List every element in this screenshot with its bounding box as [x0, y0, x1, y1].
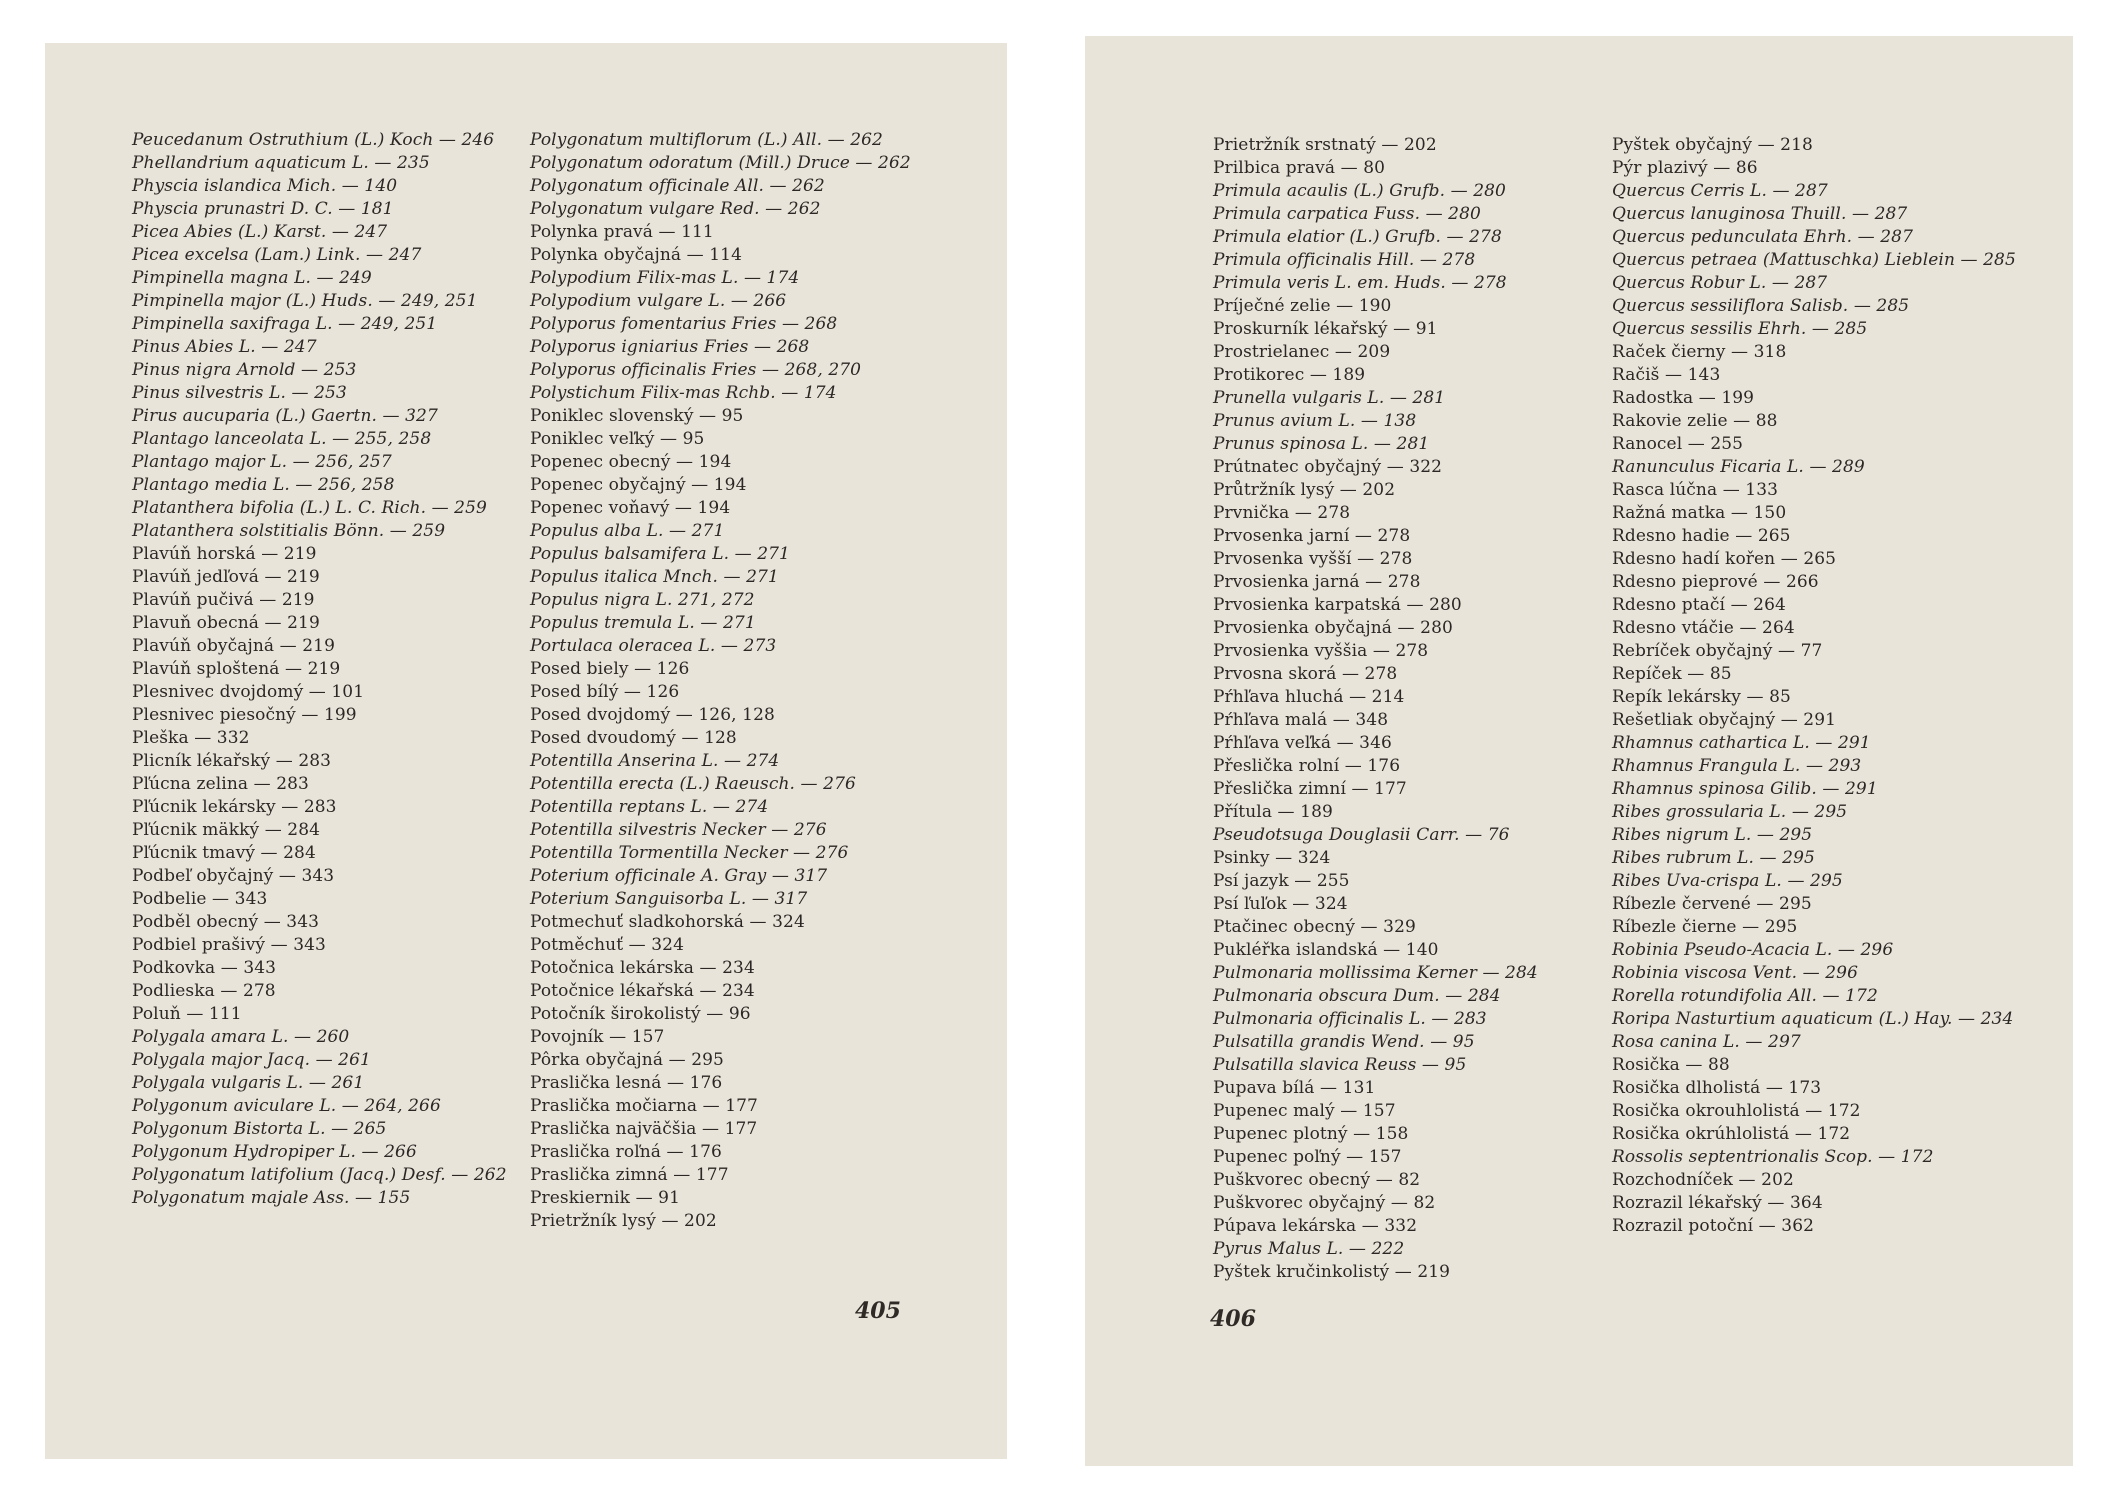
left-page-column-2 — [530, 129, 920, 1233]
index-entry: Pulmonaria mollissima Kerner — 284 — [1213, 963, 1538, 983]
index-entry: Prostrielanec — 209 — [1213, 342, 1391, 362]
index-entry: Pľúcnik mäkký — 284 — [132, 820, 321, 840]
index-entry: Prvosienka obyčajná — 280 — [1213, 618, 1453, 638]
index-entry: Plavúň horská — 219 — [132, 544, 317, 564]
index-entry: Pupenec poľný — 157 — [1213, 1147, 1402, 1167]
index-entry: Psinky — 324 — [1213, 848, 1331, 868]
index-entry: Polystichum Filix-mas Rchb. — 174 — [530, 383, 837, 403]
index-entry: Přeslička zimní — 177 — [1213, 779, 1407, 799]
index-entry: Prunus spinosa L. — 281 — [1213, 434, 1430, 454]
index-entry: Pľúcnik lekársky — 283 — [132, 797, 337, 817]
index-entry: Pupava bílá — 131 — [1213, 1078, 1376, 1098]
index-entry: Rdesno ptačí — 264 — [1612, 595, 1786, 615]
index-entry: Robinia viscosa Vent. — 296 — [1612, 963, 1858, 983]
index-entry: Picea excelsa (Lam.) Link. — 247 — [132, 245, 422, 265]
index-entry: Potměchuť — 324 — [530, 935, 685, 955]
index-entry: Rebríček obyčajný — 77 — [1612, 641, 1823, 661]
index-entry: Puškvorec obyčajný — 82 — [1213, 1193, 1436, 1213]
index-entry: Proskurník lékařský — 91 — [1213, 319, 1438, 339]
index-entry: Polyporus officinalis Fries — 268, 270 — [530, 360, 862, 380]
index-entry: Rešetliak obyčajný — 291 — [1612, 710, 1837, 730]
index-entry: Praslička zimná — 177 — [530, 1165, 729, 1185]
index-entry: Popenec obyčajný — 194 — [530, 475, 747, 495]
page-number-right: 406 — [1210, 1306, 1256, 1332]
index-entry: Polygonatum multiflorum (L.) All. — 262 — [530, 130, 883, 150]
index-entry: Prvosienka karpatská — 280 — [1213, 595, 1462, 615]
index-entry: Ranocel — 255 — [1612, 434, 1744, 454]
index-entry: Primula elatior (L.) Grufb. — 278 — [1213, 227, 1502, 247]
index-entry: Quercus sessilis Ehrh. — 285 — [1612, 319, 1868, 339]
index-entry: Platanthera bifolia (L.) L. C. Rich. — 259 — [132, 498, 487, 518]
index-entry: Peucedanum Ostruthium (L.) Koch — 246 — [132, 130, 495, 150]
index-entry: Plantago lanceolata L. — 255, 258 — [132, 429, 432, 449]
index-entry: Pŕhľava veľká — 346 — [1213, 733, 1392, 753]
index-entry: Poniklec veľký — 95 — [530, 429, 705, 449]
left-page-column-1 — [132, 129, 512, 1210]
index-entry: Polypodium Filix-mas L. — 174 — [530, 268, 800, 288]
page-number-left: 405 — [855, 1298, 901, 1324]
index-entry: Polygonatum officinale All. — 262 — [530, 176, 825, 196]
index-entry: Poterium Sanguisorba L. — 317 — [530, 889, 808, 909]
index-entry: Plavúň jedľová — 219 — [132, 567, 320, 587]
index-entry: Přítula — 189 — [1213, 802, 1333, 822]
index-entry: Rhamnus cathartica L. — 291 — [1612, 733, 1871, 753]
index-entry: Pulsatilla slavica Reuss — 95 — [1213, 1055, 1467, 1075]
index-entry: Polynka obyčajná — 114 — [530, 245, 743, 265]
index-entry: Polygala vulgaris L. — 261 — [132, 1073, 365, 1093]
index-entry: Plavúň obyčajná — 219 — [132, 636, 336, 656]
right-page-column-2 — [1612, 134, 2022, 1238]
index-entry: Rozchodníček — 202 — [1612, 1170, 1794, 1190]
index-entry: Pirus aucuparia (L.) Gaertn. — 327 — [132, 406, 438, 426]
index-entry: Potmechuť sladkohorská — 324 — [530, 912, 805, 932]
index-entry: Pukléřka islandská — 140 — [1213, 940, 1439, 960]
index-entry: Pinus nigra Arnold — 253 — [132, 360, 357, 380]
right-page — [1085, 36, 2073, 1466]
index-entry: Primula carpatica Fuss. — 280 — [1213, 204, 1481, 224]
index-entry: Polygonatum majale Ass. — 155 — [132, 1188, 411, 1208]
index-entry: Prietržník srstnatý — 202 — [1213, 135, 1437, 155]
index-entry: Physcia prunastri D. C. — 181 — [132, 199, 394, 219]
index-entry: Picea Abies (L.) Karst. — 247 — [132, 222, 388, 242]
index-entry: Plicník lékařský — 283 — [132, 751, 332, 771]
index-entry: Populus balsamifera L. — 271 — [530, 544, 790, 564]
index-entry: Pimpinella major (L.) Huds. — 249, 251 — [132, 291, 478, 311]
index-entry: Polynka pravá — 111 — [530, 222, 714, 242]
index-entry: Radostka — 199 — [1612, 388, 1755, 408]
index-entry: Podbeľ obyčajný — 343 — [132, 866, 335, 886]
index-entry: Plantago major L. — 256, 257 — [132, 452, 392, 472]
index-entry: Quercus Cerris L. — 287 — [1612, 181, 1828, 201]
left-page — [45, 43, 1007, 1459]
index-entry: Rossolis septentrionalis Scop. — 172 — [1612, 1147, 1934, 1167]
index-entry: Pseudotsuga Douglasii Carr. — 76 — [1213, 825, 1510, 845]
index-entry: Potočnice lékařská — 234 — [530, 981, 755, 1001]
index-entry: Quercus lanuginosa Thuill. — 287 — [1612, 204, 1908, 224]
index-entry: Prvosienka jarná — 278 — [1213, 572, 1421, 592]
index-entry: Plavúň sploštená — 219 — [132, 659, 341, 679]
index-entry: Rosička dlholistá — 173 — [1612, 1078, 1822, 1098]
index-entry: Príječné zelie — 190 — [1213, 296, 1392, 316]
index-entry: Prunus avium L. — 138 — [1213, 411, 1417, 431]
index-entry: Ribes grossularia L. — 295 — [1612, 802, 1848, 822]
index-entry: Podbelie — 343 — [132, 889, 268, 909]
index-entry: Ríbezle čierne — 295 — [1612, 917, 1798, 937]
index-entry: Pupenec malý — 157 — [1213, 1101, 1396, 1121]
index-entry: Poluň — 111 — [132, 1004, 242, 1024]
index-entry: Quercus pedunculata Ehrh. — 287 — [1612, 227, 1913, 247]
index-entry: Polygonum aviculare L. — 264, 266 — [132, 1096, 441, 1116]
index-entry: Plesnivec piesočný — 199 — [132, 705, 357, 725]
index-entry: Ptačinec obecný — 329 — [1213, 917, 1416, 937]
index-entry: Praslička lesná — 176 — [530, 1073, 723, 1093]
index-entry: Pinus Abies L. — 247 — [132, 337, 317, 357]
index-entry: Polygonum Hydropiper L. — 266 — [132, 1142, 417, 1162]
index-entry: Přeslička rolní — 176 — [1213, 756, 1401, 776]
index-entry: Posed bílý — 126 — [530, 682, 680, 702]
index-entry: Repík lekársky — 85 — [1612, 687, 1791, 707]
index-entry: Populus nigra L. 271, 272 — [530, 590, 755, 610]
index-entry: Primula officinalis Hill. — 278 — [1213, 250, 1476, 270]
index-entry: Quercus sessiliflora Salisb. — 285 — [1612, 296, 1910, 316]
index-entry: Posed dvojdomý — 126, 128 — [530, 705, 775, 725]
index-entry: Populus alba L. — 271 — [530, 521, 725, 541]
index-entry: Praslička najväčšia — 177 — [530, 1119, 758, 1139]
index-entry: Potentilla erecta (L.) Raeusch. — 276 — [530, 774, 856, 794]
index-entry: Pulsatilla grandis Wend. — 95 — [1213, 1032, 1475, 1052]
index-entry: Prútnatec obyčajný — 322 — [1213, 457, 1443, 477]
index-entry: Phellandrium aquaticum L. — 235 — [132, 153, 430, 173]
index-entry: Pľúcna zelina — 283 — [132, 774, 309, 794]
index-entry: Physcia islandica Mich. — 140 — [132, 176, 398, 196]
index-entry: Prunella vulgaris L. — 281 — [1213, 388, 1446, 408]
index-entry: Rorella rotundifolia All. — 172 — [1612, 986, 1878, 1006]
index-entry: Prvnička — 278 — [1213, 503, 1351, 523]
index-entry: Pŕhľava malá — 348 — [1213, 710, 1389, 730]
index-entry: Pyrus Malus L. — 222 — [1213, 1239, 1405, 1259]
index-entry: Rdesno hadie — 265 — [1612, 526, 1791, 546]
index-entry: Rasca lúčna — 133 — [1612, 480, 1779, 500]
index-entry: Račiš — 143 — [1612, 365, 1721, 385]
index-entry: Podbiel prašivý — 343 — [132, 935, 326, 955]
index-entry: Plavúň pučivá — 219 — [132, 590, 315, 610]
index-entry: Pôrka obyčajná — 295 — [530, 1050, 724, 1070]
index-entry: Popenec voňavý — 194 — [530, 498, 731, 518]
index-entry: Rhamnus spinosa Gilib. — 291 — [1612, 779, 1878, 799]
index-entry: Ribes rubrum L. — 295 — [1612, 848, 1815, 868]
index-entry: Pľúcnik tmavý — 284 — [132, 843, 316, 863]
index-entry: Pinus silvestris L. — 253 — [132, 383, 347, 403]
index-entry: Platanthera solstitialis Bönn. — 259 — [132, 521, 446, 541]
index-entry: Psí jazyk — 255 — [1213, 871, 1350, 891]
index-entry: Potočník širokolistý — 96 — [530, 1004, 751, 1024]
index-entry: Pleška — 332 — [132, 728, 250, 748]
index-entry: Pýr plazivý — 86 — [1612, 158, 1758, 178]
index-entry: Rdesno pieprové — 266 — [1612, 572, 1819, 592]
index-entry: Rosička okrúhlolistá — 172 — [1612, 1124, 1851, 1144]
index-entry: Pulmonaria officinalis L. — 283 — [1213, 1009, 1487, 1029]
index-entry: Preskiernik — 91 — [530, 1188, 681, 1208]
index-entry: Povojník — 157 — [530, 1027, 665, 1047]
index-entry: Púpava lekárska — 332 — [1213, 1216, 1418, 1236]
index-entry: Plantago media L. — 256, 258 — [132, 475, 395, 495]
index-entry: Polygala amara L. — 260 — [132, 1027, 350, 1047]
index-entry: Poniklec slovenský — 95 — [530, 406, 744, 426]
index-entry: Prvosna skorá — 278 — [1213, 664, 1398, 684]
index-entry: Polygala major Jacq. — 261 — [132, 1050, 371, 1070]
index-entry: Prvosienka vyššia — 278 — [1213, 641, 1429, 661]
index-entry: Quercus petraea (Mattuschka) Lieblein — 285 — [1612, 250, 2016, 270]
index-entry: Posed biely — 126 — [530, 659, 690, 679]
index-entry: Protikorec — 189 — [1213, 365, 1366, 385]
index-entry: Posed dvoudomý — 128 — [530, 728, 737, 748]
index-entry: Polygonatum odoratum (Mill.) Druce — 262 — [530, 153, 911, 173]
index-entry: Pulmonaria obscura Dum. — 284 — [1213, 986, 1501, 1006]
index-entry: Roripa Nasturtium aquaticum (L.) Hay. — 234 — [1612, 1009, 2014, 1029]
index-entry: Podběl obecný — 343 — [132, 912, 320, 932]
index-entry: Rosička okrouhlolistá — 172 — [1612, 1101, 1861, 1121]
index-entry: Prvosenka jarní — 278 — [1213, 526, 1411, 546]
index-entry: Prvosenka vyšší — 278 — [1213, 549, 1413, 569]
index-entry: Podkovka — 343 — [132, 958, 277, 978]
index-entry: Rakovie zelie — 88 — [1612, 411, 1778, 431]
index-entry: Prietržník lysý — 202 — [530, 1211, 717, 1231]
index-entry: Ríbezle červené — 295 — [1612, 894, 1812, 914]
index-entry: Psí ľuľok — 324 — [1213, 894, 1348, 914]
index-entry: Polyporus fomentarius Fries — 268 — [530, 314, 838, 334]
index-entry: Polygonum Bistorta L. — 265 — [132, 1119, 387, 1139]
index-entry: Rosička — 88 — [1612, 1055, 1730, 1075]
index-entry: Rdesno hadí kořen — 265 — [1612, 549, 1837, 569]
index-entry: Potentilla silvestris Necker — 276 — [530, 820, 827, 840]
index-entry: Pimpinella saxifraga L. — 249, 251 — [132, 314, 438, 334]
index-entry: Rozrazil potoční — 362 — [1612, 1216, 1815, 1236]
index-entry: Populus italica Mnch. — 271 — [530, 567, 779, 587]
index-entry: Pŕhľava hluchá — 214 — [1213, 687, 1405, 707]
index-entry: Primula acaulis (L.) Grufb. — 280 — [1213, 181, 1506, 201]
index-entry: Rozrazil lékařský — 364 — [1612, 1193, 1823, 1213]
index-entry: Potentilla Tormentilla Necker — 276 — [530, 843, 849, 863]
index-entry: Populus tremula L. — 271 — [530, 613, 756, 633]
index-entry: Repíček — 85 — [1612, 664, 1732, 684]
index-entry: Polygonatum vulgare Red. — 262 — [530, 199, 821, 219]
index-entry: Potentilla reptans L. — 274 — [530, 797, 769, 817]
index-entry: Quercus Robur L. — 287 — [1612, 273, 1828, 293]
index-entry: Pupenec plotný — 158 — [1213, 1124, 1409, 1144]
index-entry: Pimpinella magna L. — 249 — [132, 268, 372, 288]
index-entry: Poterium officinale A. Gray — 317 — [530, 866, 828, 886]
index-entry: Průtržník lysý — 202 — [1213, 480, 1396, 500]
index-entry: Puškvorec obecný — 82 — [1213, 1170, 1421, 1190]
index-entry: Pyštek obyčajný — 218 — [1612, 135, 1813, 155]
index-entry: Rhamnus Frangula L. — 293 — [1612, 756, 1862, 776]
index-entry: Primula veris L. em. Huds. — 278 — [1213, 273, 1507, 293]
index-entry: Plesnivec dvojdomý — 101 — [132, 682, 365, 702]
index-entry: Podlieska — 278 — [132, 981, 276, 1001]
index-entry: Praslička močiarna — 177 — [530, 1096, 758, 1116]
index-entry: Plavuň obecná — 219 — [132, 613, 320, 633]
index-entry: Robinia Pseudo-Acacia L. — 296 — [1612, 940, 1894, 960]
index-entry: Polygonatum latifolium (Jacq.) Desf. — 262 — [132, 1165, 507, 1185]
index-entry: Potočnica lekárska — 234 — [530, 958, 755, 978]
index-entry: Rdesno vtáčie — 264 — [1612, 618, 1795, 638]
index-entry: Raček čierny — 318 — [1612, 342, 1787, 362]
index-entry: Potentilla Anserina L. — 274 — [530, 751, 780, 771]
index-entry: Portulaca oleracea L. — 273 — [530, 636, 777, 656]
index-entry: Ribes nigrum L. — 295 — [1612, 825, 1813, 845]
index-entry: Prilbica pravá — 80 — [1213, 158, 1386, 178]
index-entry: Polypodium vulgare L. — 266 — [530, 291, 787, 311]
index-entry: Ribes Uva-crispa L. — 295 — [1612, 871, 1843, 891]
index-entry: Polyporus igniarius Fries — 268 — [530, 337, 810, 357]
index-entry: Ranunculus Ficaria L. — 289 — [1612, 457, 1865, 477]
index-entry: Ražná matka — 150 — [1612, 503, 1787, 523]
index-entry: Pyštek kručinkolistý — 219 — [1213, 1262, 1451, 1282]
index-entry: Praslička roľná — 176 — [530, 1142, 722, 1162]
index-entry: Popenec obecný — 194 — [530, 452, 732, 472]
index-entry: Rosa canina L. — 297 — [1612, 1032, 1801, 1052]
right-page-column-1 — [1213, 134, 1603, 1284]
